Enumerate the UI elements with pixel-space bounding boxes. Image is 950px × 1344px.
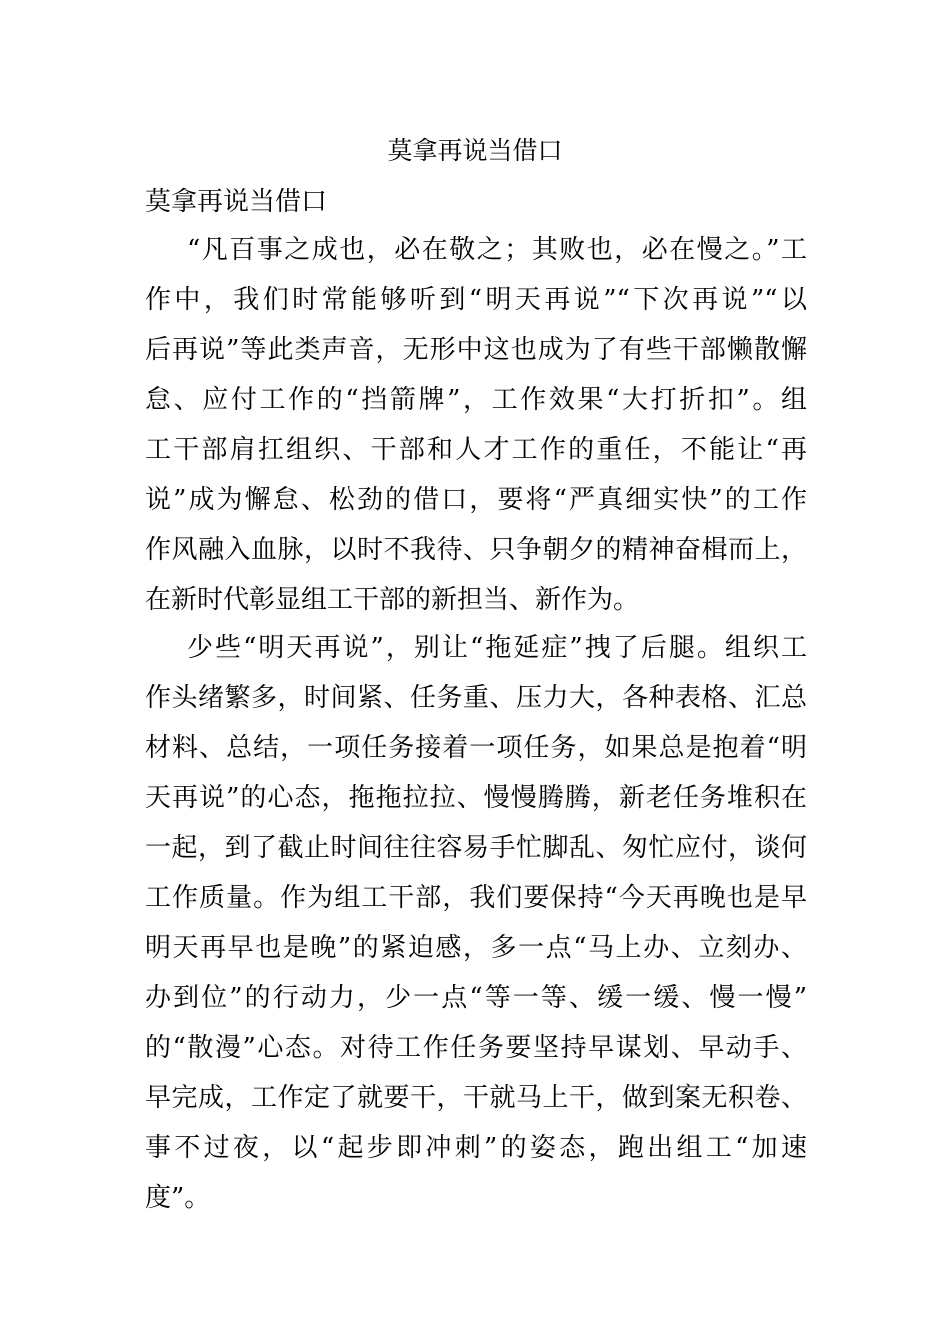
paragraph-line: 一起，到了截止时间往往容易手忙脚乱、匆忙应付，谈何 bbox=[145, 833, 807, 863]
paragraph-line: 说”成为懈怠、松劲的借口，要将“严真细实快”的工作 bbox=[145, 485, 807, 515]
paragraph-2 bbox=[145, 623, 807, 1223]
paragraph-line: 作中，我们时常能够听到“明天再说”“下次再说”“以 bbox=[145, 285, 807, 315]
paragraph-line: “凡百事之成也，必在敬之；其败也，必在慢之。”工 bbox=[187, 235, 807, 265]
paragraph-line: 的“散漫”心态。对待工作任务要坚持早谋划、早动手、 bbox=[145, 1033, 807, 1063]
paragraph-1 bbox=[145, 225, 807, 625]
paragraph-line: 怠、应付工作的“挡箭牌”，工作效果“大打折扣”。组 bbox=[145, 385, 807, 415]
paragraph-line: 作风融入血脉，以时不我待、只争朝夕的精神奋楫而上， bbox=[145, 535, 807, 565]
paragraph-line: 天再说”的心态，拖拖拉拉、慢慢腾腾，新老任务堆积在 bbox=[145, 783, 807, 813]
paragraph-line: 度”。 bbox=[145, 1183, 211, 1213]
paragraph-line: 材料、总结，一项任务接着一项任务，如果总是抱着“明 bbox=[145, 733, 807, 763]
paragraph-line: 作头绪繁多，时间紧、任务重、压力大，各种表格、汇总 bbox=[145, 683, 807, 713]
paragraph-line: 后再说”等此类声音，无形中这也成为了有些干部懒散懈 bbox=[145, 335, 807, 365]
paragraph-line: 明天再早也是晚”的紧迫感，多一点“马上办、立刻办、 bbox=[145, 933, 807, 963]
paragraph-line: 在新时代彰显组工干部的新担当、新作为。 bbox=[145, 585, 640, 615]
paragraph-line: 早完成，工作定了就要干，干就马上干，做到案无积卷、 bbox=[145, 1083, 807, 1113]
paragraph-line: 事不过夜，以“起步即冲刺”的姿态，跑出组工“加速 bbox=[145, 1133, 807, 1163]
paragraph-line: 工干部肩扛组织、干部和人才工作的重任，不能让“再 bbox=[145, 435, 807, 465]
paragraph-line: 办到位”的行动力，少一点“等一等、缓一缓、慢一慢” bbox=[145, 983, 807, 1013]
document-title: 莫拿再说当借口 bbox=[387, 136, 563, 165]
paragraph-line: 少些“明天再说”，别让“拖延症”拽了后腿。组织工 bbox=[187, 633, 807, 663]
document-heading: 莫拿再说当借口 bbox=[145, 187, 328, 217]
paragraph-line: 工作质量。作为组工干部，我们要保持“今天再晚也是早 bbox=[145, 883, 807, 913]
